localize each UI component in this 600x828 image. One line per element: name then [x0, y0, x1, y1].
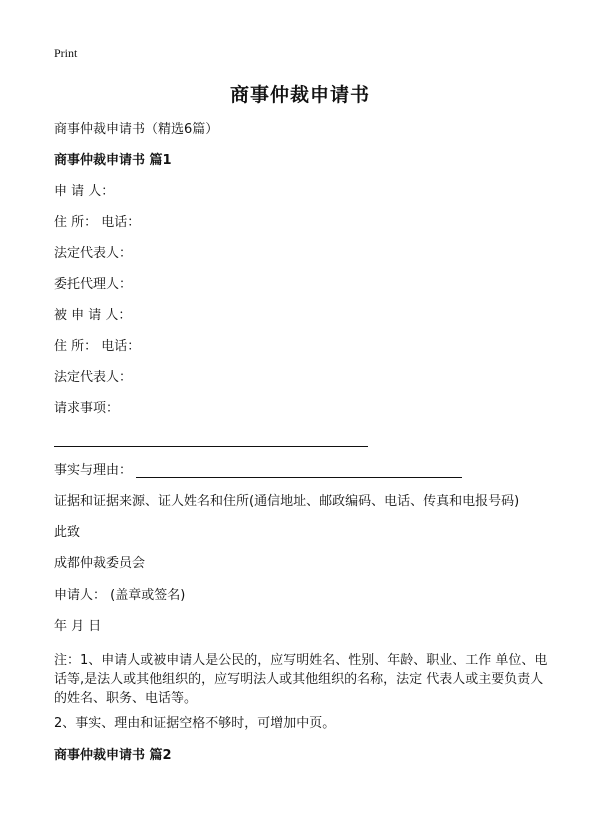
signature-line: 申请人： (盖章或签名) — [54, 588, 186, 603]
facts-blank-line — [136, 477, 462, 478]
field-applicant: 申 请 人： — [54, 184, 115, 199]
field-legal-rep-2: 法定代表人： — [54, 370, 133, 385]
section-heading-1: 商事仲裁申请书 篇1 — [54, 153, 172, 168]
document-subtitle: 商事仲裁申请书（精选6篇） — [54, 122, 219, 137]
claims-blank-line — [54, 446, 368, 447]
field-address-phone-1: 住 所： 电话： — [54, 215, 141, 230]
field-address-phone-2: 住 所： 电话： — [54, 339, 141, 354]
field-agent: 委托代理人： — [54, 277, 133, 292]
recipient: 成都仲裁委员会 — [54, 556, 146, 571]
section-heading-2: 商事仲裁申请书 篇2 — [54, 748, 172, 763]
salutation: 此致 — [54, 525, 81, 540]
field-facts-reasons: 事实与理由： — [54, 463, 133, 478]
evidence-line: 证据和证据来源、证人姓名和住所(通信地址、邮政编码、电话、传真和电报号码) — [54, 494, 520, 509]
field-respondent: 被 申 请 人： — [54, 308, 132, 323]
note-paragraph-1: 注：1、申请人或被申请人是公民的，应写明姓名、性别、年龄、职业、工作 单位、电话等,是法人或其他组织的，应写明法人或其他组织的名称，法定 代表人或主要负责人的姓名、职务、电话等。 — [54, 653, 548, 706]
field-legal-rep-1: 法定代表人： — [54, 246, 133, 261]
page-title: 商事仲裁申请书 — [229, 84, 370, 106]
print-label[interactable]: Print — [54, 46, 78, 60]
date-line: 年 月 日 — [54, 619, 102, 634]
field-claims: 请求事项： — [54, 401, 120, 416]
note-paragraph-2: 2、事实、理由和证据空格不够时，可增加中页。 — [54, 716, 336, 731]
